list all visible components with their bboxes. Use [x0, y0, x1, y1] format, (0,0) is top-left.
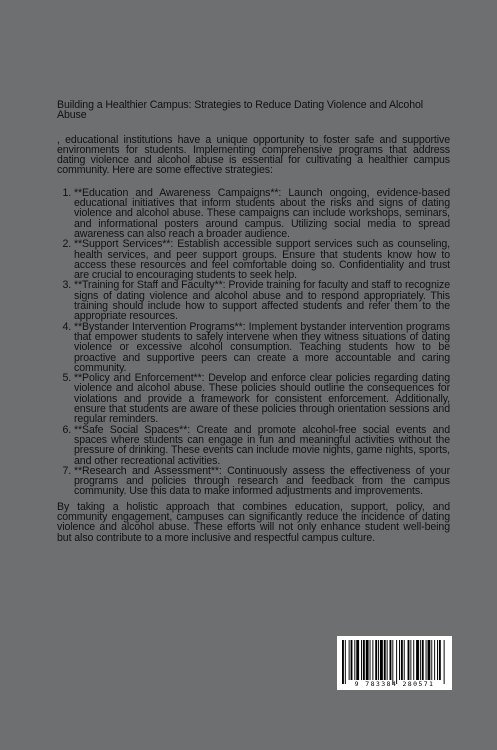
- barcode-bar: [444, 640, 445, 684]
- list-item: 4. **Bystander Intervention Programs**: Implement bystander intervention programs that empower students to safely intervene when they witness situations of dating violence or excessive alcohol consumption. Teaching students how to be proactive and supportive peers can create a more accountable and caring community.: [74, 322, 450, 373]
- barcode-bar: [378, 640, 379, 680]
- list-item: 7. **Research and Assessment**: Continuously assess the effectiveness of your programs and policies through research and feedback from the campus community. Use this data to make informed adjustments and improvements.: [74, 466, 450, 497]
- barcode-bar: [401, 640, 403, 680]
- barcode-bar: [349, 640, 350, 680]
- barcode-bar: [363, 640, 365, 680]
- barcode-bar: [390, 640, 392, 680]
- barcode-bar: [431, 640, 432, 680]
- barcode-bar: [354, 640, 355, 680]
- barcode-bar: [399, 640, 400, 680]
- barcode-bar: [437, 640, 438, 680]
- barcode-bar: [396, 640, 397, 684]
- barcode-bar: [380, 640, 383, 680]
- barcode-number: 9 783384 280571: [354, 680, 435, 688]
- barcode-bar: [428, 640, 431, 680]
- strategies-list: [57, 188, 450, 497]
- barcode-bar: [426, 640, 427, 680]
- barcode-bar: [345, 640, 346, 684]
- isbn-barcode: [337, 636, 452, 690]
- barcode-bar: [410, 640, 411, 680]
- list-item: 3. **Training for Staff and Faculty**: Provide training for faculty and staff to recognize signs of dating violence and alcohol abuse and to respond appropriately. This training should include how to support affected students and refer them to the appropriate resources.: [74, 280, 450, 321]
- cover-text: [57, 100, 450, 543]
- barcode-bar: [370, 640, 371, 680]
- barcode-bar: [408, 640, 410, 680]
- barcode-bar: [413, 640, 414, 680]
- barcode-bar: [384, 640, 386, 680]
- barcode-bar: [404, 640, 405, 680]
- barcode-bar: [375, 640, 377, 680]
- barcode-bar: [366, 640, 369, 680]
- barcode-bar: [372, 640, 373, 680]
- barcode-bar: [361, 640, 362, 680]
- barcode-bar: [434, 640, 435, 680]
- barcode-bar: [342, 640, 344, 684]
- barcode-bar: [420, 640, 421, 680]
- list-item: 5. **Policy and Enforcement**: Develop and enforce clear policies regarding dating violence and alcohol abuse. These policies should outline the consequences for violations and provide a framework for consistent enforcement. Additionally, ensure that students are aware of these policies through orientation sessions and regular reminders.: [74, 373, 450, 424]
- document-title: Building a Healthier Campus: Strategies to Reduce Dating Violence and Alcohol Abuse: [57, 99, 424, 122]
- barcode-bar: [422, 640, 424, 680]
- barcode-bar: [392, 640, 393, 684]
- barcode-bar: [356, 640, 359, 680]
- list-item: 6. **Safe Social Spaces**: Create and promote alcohol-free social events and spaces where students can engage in fun and meaningful activities without the pressure of drinking. These events can include movie nights, game nights, sports, and other recreational activities.: [74, 425, 450, 466]
- barcode-bar: [416, 640, 419, 680]
- list-item: 2. **Support Services**: Establish accessible support services such as counseling, health services, and peer support groups. Ensure that students know how to access these resources and feel comfortable doing so. Confidentiality and trust are crucial to encouraging students to seek help.: [74, 239, 450, 280]
- intro-paragraph: , educational institutions have a unique opportunity to foster safe and supportive environments for students. Implementing comprehensive programs that address dating violence and alcohol abuse is essential for cultivating a healthier campus community. Here are some effective strategies:: [57, 133, 450, 177]
- barcode-bar: [439, 640, 441, 680]
- list-item: 1. **Education and Awareness Campaigns**: Launch ongoing, evidence-based educational initiatives that inform students about the risks and signs of dating violence and alcohol abuse. These campaigns can include workshops, seminars, and informational posters around campus. Utilizing social media to spread awareness can also reach a broader audience.: [74, 188, 450, 239]
- barcode-bar: [387, 640, 388, 680]
- barcode-bar: [351, 640, 353, 680]
- closing-paragraph: By taking a holistic approach that combines education, support, policy, and community engagement, campuses can significantly reduce the incidence of dating violence and alcohol abuse. These efforts will not only enhance student well-being but also contribute to a more inclusive and respectful campus culture.: [57, 500, 450, 544]
